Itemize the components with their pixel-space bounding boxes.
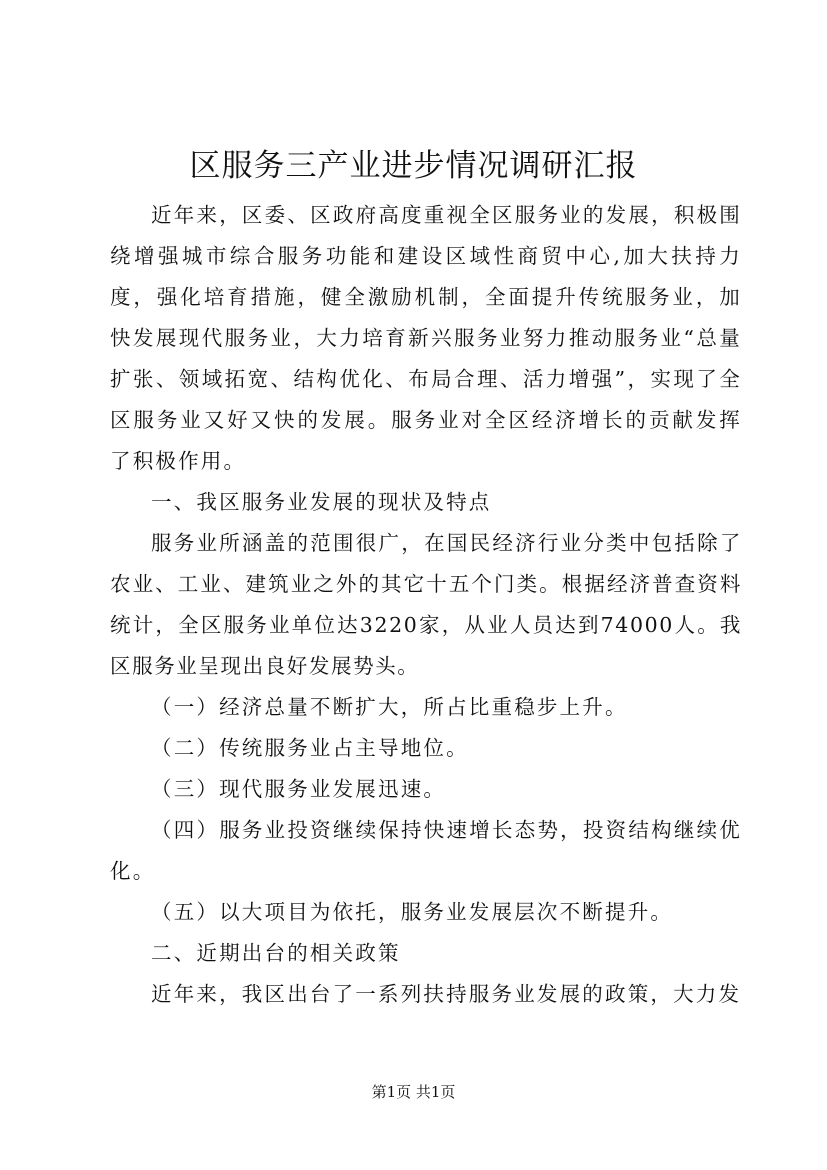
list-item-4: （四）服务业投资继续保持快速增长态势，投资结构继续优化。 [110, 818, 742, 883]
paragraph-intro: 近年来，区委、区政府高度重视全区服务业的发展，积极围绕增强城市综合服务功能和建设区域性商贸中心,加大扶持力度，强化培育措施，健全激励机制，全面提升传统服务业，加快发展现代服务业，大力培育新兴服务业努力推动服务业“总量扩张、领域拓宽、结构优化、布局合理、活力增强”，实现了全区服务业又好又快的发展。服务业对全区经济增长的贡献发挥了积极作用。 [110, 203, 742, 473]
list-item-1: （一）经济总量不断扩大，所占比重稳步上升。 [151, 695, 628, 719]
section-heading-2: 二、近期出台的相关政策 [151, 941, 401, 965]
list-item-3: （三）现代服务业发展迅速。 [151, 777, 447, 801]
paragraph-scope: 服务业所涵盖的范围很广，在国民经济行业分类中包括除了农业、工业、建筑业之外的其它十五个门类。根据经济普查资料统计，全区服务业单位达3220家，从业人员达到74000人。我区服务业呈现出良好发展势头。 [110, 531, 742, 678]
document-title: 区服务三产业进步情况调研汇报 [189, 148, 638, 184]
section-heading-1: 一、我区服务业发展的现状及特点 [151, 490, 492, 514]
page-number: 第1页 共1页 [371, 1083, 456, 1101]
paragraph-policy: 近年来，我区出台了一系列扶持服务业发展的政策，大力发 [151, 982, 742, 1006]
document-body [110, 195, 742, 1015]
list-item-5: （五）以大项目为依托，服务业发展层次不断提升。 [151, 900, 674, 924]
list-item-2: （二）传统服务业占主导地位。 [151, 736, 469, 760]
